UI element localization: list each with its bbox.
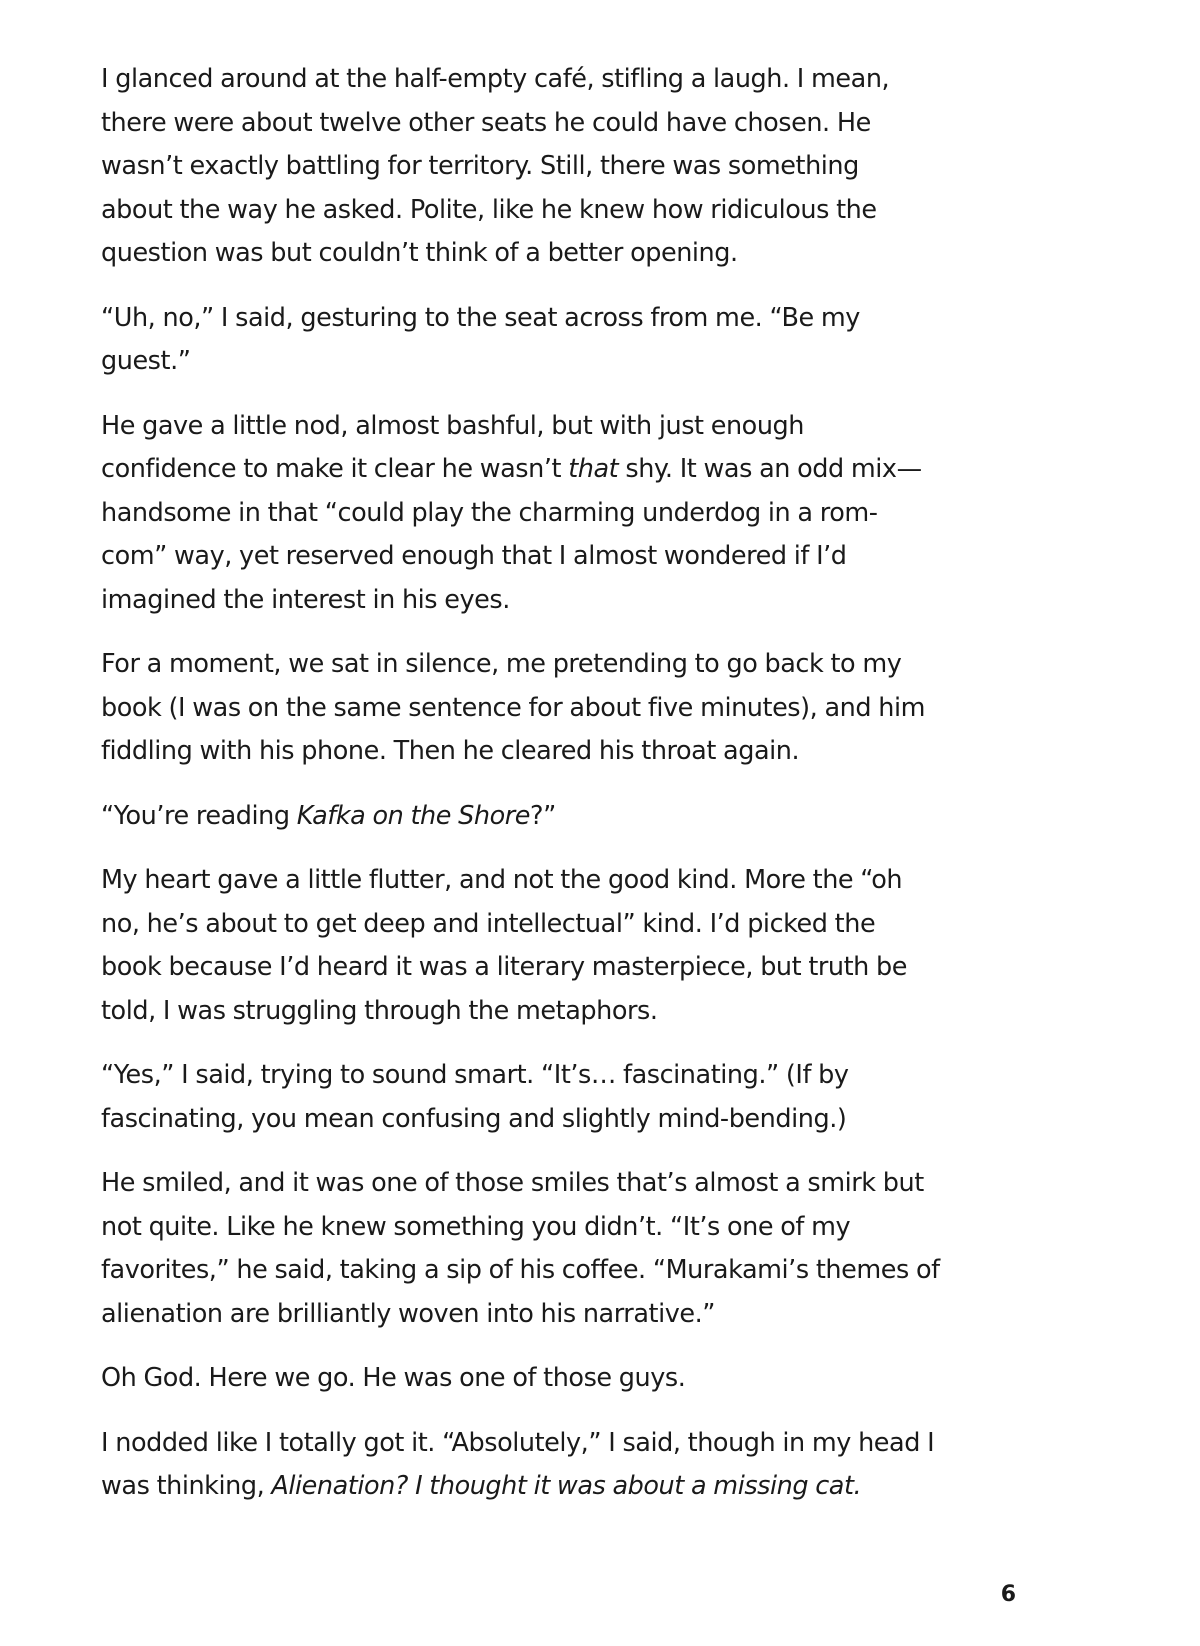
paragraph	[101, 405, 1021, 623]
text-run: imagined the interest in his eyes.	[101, 584, 510, 615]
text-run: I glanced around at the half-empty café, stifling a laugh. I mean,	[101, 64, 890, 94]
text-run: was thinking,	[101, 1471, 272, 1501]
text-line	[101, 1293, 1021, 1337]
text-line	[101, 1054, 1021, 1098]
text-run: wasn’t exactly battling for territory. Still, there was something	[101, 151, 859, 181]
italic-text: that	[568, 454, 619, 484]
text-run: ?”	[530, 800, 556, 831]
text-line	[101, 448, 1021, 492]
paragraph	[101, 1054, 1021, 1141]
text-run: Oh God. Here we go. He was one of those guys.	[101, 1363, 686, 1393]
text-run: fascinating, you mean confusing and slightly mind-bending.)	[101, 1103, 847, 1134]
text-run: For a moment, we sat in silence, me pretending to go back to my	[101, 649, 902, 679]
text-line	[101, 990, 1021, 1034]
italic-text: Alienation? I thought it was about a missing cat.	[271, 1471, 862, 1501]
text-run: favorites,” he said, taking a sip of his coffee. “Murakami’s themes of	[101, 1255, 940, 1285]
text-line	[101, 1465, 1021, 1509]
page-number: 6	[1000, 1582, 1016, 1607]
text-line	[101, 1422, 1021, 1466]
paragraph	[101, 859, 1021, 1033]
text-line	[101, 579, 1021, 623]
text-line	[101, 1206, 1021, 1250]
italic-text: Kafka on the Shore	[296, 800, 531, 831]
text-run: “Uh, no,” I said, gesturing to the seat across from me. “Be my	[101, 302, 860, 333]
text-run: confidence to make it clear he wasn’t	[101, 454, 569, 484]
text-line	[101, 1249, 1021, 1293]
text-run: He smiled, and it was one of those smiles that’s almost a smirk but	[101, 1168, 924, 1198]
text-line	[101, 58, 1021, 102]
text-line	[101, 232, 1021, 276]
text-run: book (I was on the same sentence for about five minutes), and him	[101, 692, 925, 723]
text-line	[101, 340, 1021, 384]
paragraph	[101, 297, 1021, 384]
text-run: guest.”	[101, 346, 191, 376]
text-run: question was but couldn’t think of a better opening.	[101, 238, 738, 268]
text-run: no, he’s about to get deep and intellectual” kind. I’d picked the	[101, 908, 876, 939]
paragraph	[101, 58, 1021, 276]
text-run: com” way, yet reserved enough that I almost wondered if I’d	[101, 541, 847, 571]
paragraph	[101, 1162, 1021, 1336]
text-line	[101, 1098, 1021, 1142]
text-line	[101, 102, 1021, 146]
text-line	[101, 903, 1021, 947]
text-run: My heart gave a little flutter, and not the good kind. More the “oh	[101, 865, 903, 895]
paragraph	[101, 1357, 1021, 1401]
paragraph	[101, 643, 1021, 774]
text-run: “Yes,” I said, trying to sound smart. “It’s… fascinating.” (If by	[101, 1060, 849, 1090]
text-run: shy. It was an odd mix—	[618, 454, 922, 484]
text-run: fiddling with his phone. Then he cleared his throat again.	[101, 736, 800, 766]
text-run: about the way he asked. Polite, like he knew how ridiculous the	[101, 194, 877, 225]
text-line	[101, 946, 1021, 990]
paragraph	[101, 795, 1021, 839]
text-line	[101, 405, 1021, 449]
paragraph	[101, 1422, 1021, 1509]
text-line	[101, 859, 1021, 903]
text-run: He gave a little nod, almost bashful, but with just enough	[101, 410, 804, 441]
body-text	[101, 58, 1021, 1530]
text-run: not quite. Like he knew something you didn’t. “It’s one of my	[101, 1211, 851, 1242]
text-run: handsome in that “could play the charming underdog in a rom-	[101, 497, 878, 528]
text-run: told, I was struggling through the metaphors.	[101, 995, 658, 1026]
text-line	[101, 535, 1021, 579]
text-run: “You’re reading	[101, 800, 297, 831]
text-run: book because I’d heard it was a literary masterpiece, but truth be	[101, 952, 908, 982]
text-line	[101, 643, 1021, 687]
text-line	[101, 1357, 1021, 1401]
text-line	[101, 145, 1021, 189]
text-run: there were about twelve other seats he could have chosen. He	[101, 107, 871, 138]
text-line	[101, 492, 1021, 536]
text-line	[101, 1162, 1021, 1206]
text-line	[101, 730, 1021, 774]
text-run: I nodded like I totally got it. “Absolutely,” I said, though in my head I	[101, 1427, 935, 1458]
text-line	[101, 189, 1021, 233]
text-line	[101, 687, 1021, 731]
text-line	[101, 795, 1021, 839]
text-run: alienation are brilliantly woven into his narrative.”	[101, 1298, 715, 1329]
text-line	[101, 297, 1021, 341]
